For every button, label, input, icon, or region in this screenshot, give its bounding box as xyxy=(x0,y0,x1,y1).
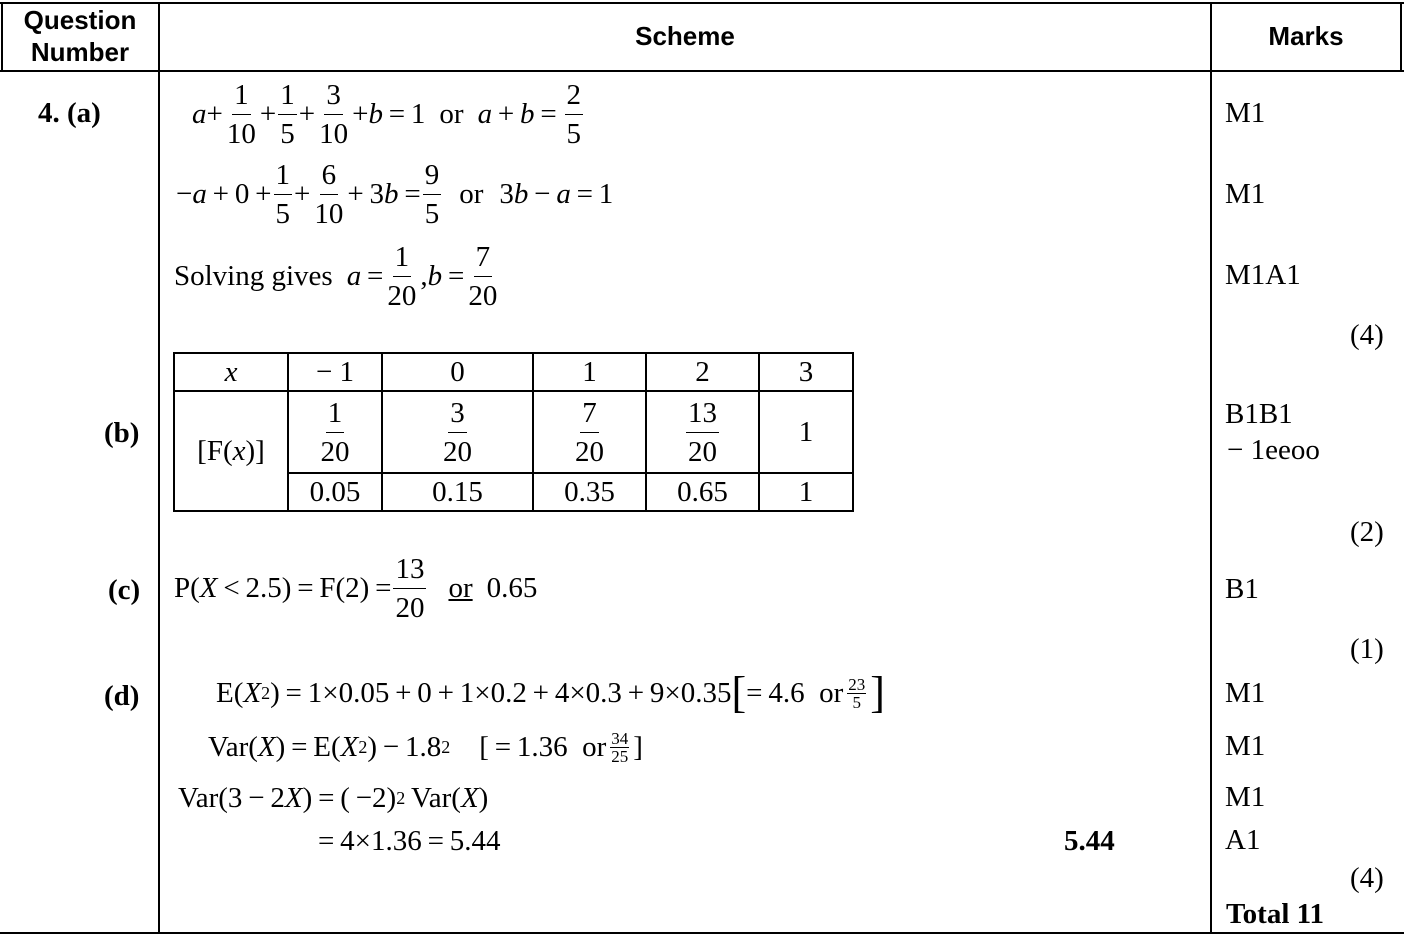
x-value-cell: − 1 xyxy=(288,353,382,391)
part-a-label: (a) xyxy=(67,97,101,129)
part-d-result: = 4×1.36 = 5.44 xyxy=(318,825,501,857)
part-c-equation: P( X < 2.5) = F(2) = $\frac{13}{20}$ or 0.65 xyxy=(174,550,537,626)
part-a-equation-2: − a + 0 + $\frac{1}{5}$ + $\frac{6}{10}$ + 3 b = $\frac{9}{5}$ or 3 b − a = 1 xyxy=(176,156,613,232)
subtotal-a: (4) xyxy=(1350,319,1384,351)
part-d-transform: Var(3 − 2 X ) = ( −2) 2 Var( X ) xyxy=(178,782,489,814)
header-bottom-border xyxy=(0,70,1404,72)
column-divider-1 xyxy=(158,2,160,934)
fraction-numerator: 3 xyxy=(448,394,467,433)
fx-decimal-cell: 1 xyxy=(759,473,853,511)
fx-label-cell xyxy=(174,391,288,511)
table-top-border xyxy=(0,2,1404,4)
mark-b1: B1B1 xyxy=(1225,398,1293,430)
fraction-denominator: 20 xyxy=(443,435,472,468)
fraction-numerator: 1 xyxy=(326,394,345,433)
mark-b2: − 1eeoo xyxy=(1227,434,1320,466)
mark-d3: M1 xyxy=(1225,781,1266,813)
question-number-value: 4. xyxy=(38,97,60,129)
fraction-denominator: 20 xyxy=(575,435,604,468)
solving-text: Solving gives xyxy=(174,260,333,292)
fraction-numerator: 7 xyxy=(580,394,599,433)
fx-decimal-cell: 0.65 xyxy=(646,473,759,511)
x-value-cell: 2 xyxy=(646,353,759,391)
total-marks: Total 11 xyxy=(1226,898,1325,930)
part-a-equation-1: a + $\frac{1}{10}$ + $\frac{1}{5}$ + $\frac{3}{10}$ + b = 1 or a + b = $\frac{2}{5}$ xyxy=(192,76,585,152)
mark-a2: M1 xyxy=(1225,178,1266,210)
part-d-answer: 5.44 xyxy=(1064,825,1115,857)
question-number-header xyxy=(2,4,158,68)
part-d-variance: Var( X ) = E( X 2 ) − 1.8 2 [ = 1.36 or 34 25 ] xyxy=(208,728,643,766)
fraction-numerator: 13 xyxy=(686,394,719,433)
distribution-table xyxy=(173,352,854,512)
question-number xyxy=(38,96,101,130)
part-b-label: (b) xyxy=(104,417,140,449)
or-text: or xyxy=(459,178,484,210)
subtotal-d: (4) xyxy=(1350,862,1384,894)
part-d-expectation: E( X 2 ) = 1×0.05 + 0 + 1×0.2 + 4×0.3 + 9×0.35 [ = 4.6 or 23 5 ] xyxy=(216,668,885,717)
mark-d2: M1 xyxy=(1225,730,1266,762)
fraction-denominator: 20 xyxy=(688,435,717,468)
part-d-label: (d) xyxy=(104,680,140,712)
question-number-header-line1: Question xyxy=(23,5,137,35)
marks-header: Marks xyxy=(1268,21,1344,51)
or-text: or xyxy=(439,98,464,130)
fx-fraction-cell xyxy=(533,391,646,473)
column-divider-2 xyxy=(1210,2,1212,934)
subtotal-c: (1) xyxy=(1350,633,1384,665)
fx-whole-cell: 1 xyxy=(759,391,853,473)
fx-label: [F(x)] xyxy=(197,434,265,467)
scheme-header: Scheme xyxy=(635,21,735,51)
mark-d4: A1 xyxy=(1225,824,1261,856)
fx-decimal-cell: 0.05 xyxy=(288,473,382,511)
fx-fraction-cell xyxy=(382,391,533,473)
table-right-border xyxy=(1400,2,1402,71)
fraction-denominator: 20 xyxy=(320,435,350,468)
question-number-header-line2: Number xyxy=(30,37,130,67)
or-text: or xyxy=(448,572,473,604)
part-a-solution: Solving gives a = $\frac{1}{20}$ , b = $\frac{7}{20}$ xyxy=(174,238,501,314)
fx-fraction-cell xyxy=(288,391,382,473)
x-value-cell: 3 xyxy=(759,353,853,391)
fx-fraction-cell xyxy=(646,391,759,473)
x-value-cell: 1 xyxy=(533,353,646,391)
mark-d1: M1 xyxy=(1225,677,1266,709)
x-value-cell: 0 xyxy=(382,353,533,391)
x-header-cell: x xyxy=(174,353,288,391)
table-bottom-border xyxy=(0,932,1404,934)
fx-decimal-cell: 0.35 xyxy=(533,473,646,511)
subtotal-b: (2) xyxy=(1350,516,1384,548)
mark-a3: M1A1 xyxy=(1225,259,1301,291)
mark-a1: M1 xyxy=(1225,97,1266,129)
fx-decimal-cell: 0.15 xyxy=(382,473,533,511)
part-c-label: (c) xyxy=(108,574,141,606)
part-c-value: 0.65 xyxy=(486,572,538,604)
mark-c1: B1 xyxy=(1225,573,1259,605)
